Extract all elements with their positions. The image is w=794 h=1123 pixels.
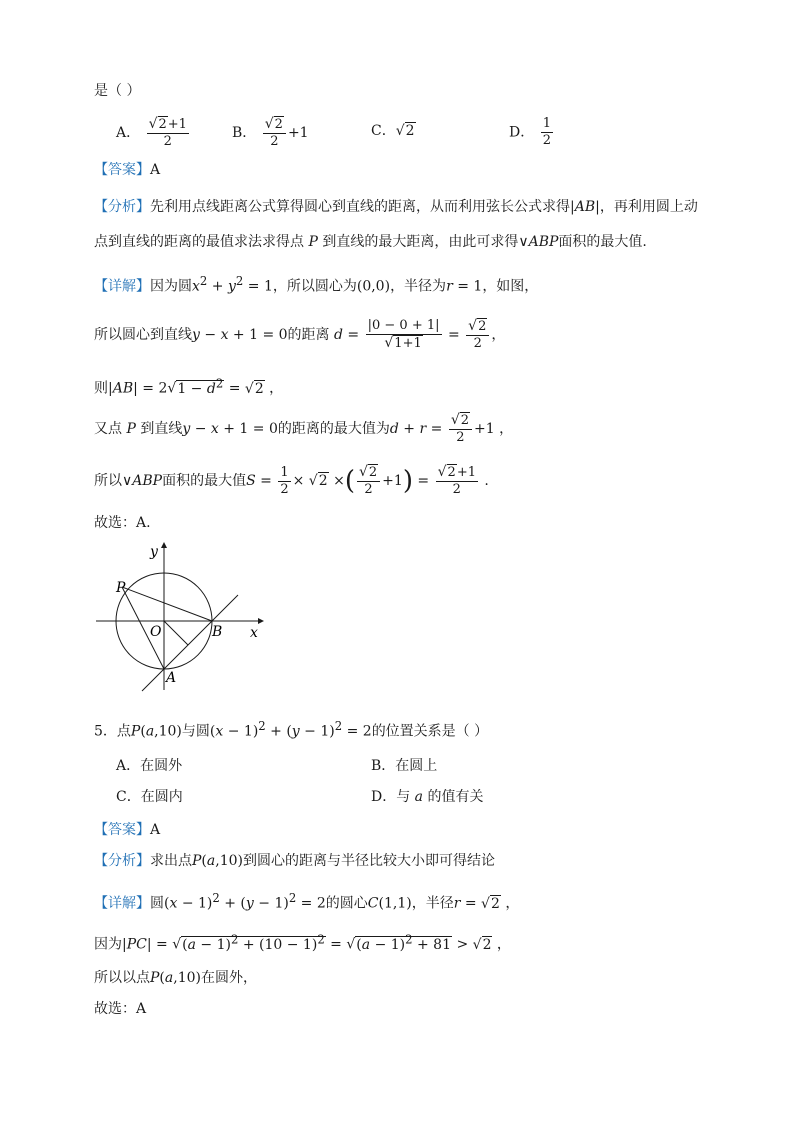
circle-line-figure bbox=[90, 540, 270, 700]
answer-tag: 【答案】 bbox=[94, 822, 150, 838]
q4-analysis-line-2: 点到直线的距离的最值求法求得点 P 到直线的最大距离，由此可求得∨ABP面积的最大值. bbox=[94, 234, 647, 250]
q5-detail-line-1: 【详解】圆$(x - 1)^2 + (y - 1)^2 = 2$的圆心C(1,1)，半径r = √2 ， bbox=[94, 891, 520, 912]
q4-detail-line-1: 【详解】因为圆$x^2 + y^2 = 1$，所以圆心为(0,0)，半径为r = 1，如图， bbox=[94, 274, 539, 295]
q5-detail-line-3: 所以以点P(a,10)在圆外， bbox=[94, 970, 257, 986]
q4-detail-line-4: 又点 P 到直线y − x + 1 = 0的距离的最大值为d + r = $\frac{√2}{2}$ +1 ， bbox=[94, 412, 514, 445]
q5-detail-line-2: 因为$|PC| = √(a - 1)^2 + (10 - 1)^2 = √(a - 1)^2 + 81 > √2$ ， bbox=[94, 932, 511, 953]
detail-tag: 【详解】 bbox=[94, 895, 150, 912]
y-arrow bbox=[161, 542, 167, 548]
q4-option-c: C．√2 bbox=[371, 123, 415, 139]
label-O: O bbox=[150, 624, 162, 640]
analysis-tag: 【分析】 bbox=[94, 199, 150, 215]
q4-detail-line-3: 则$|AB| = 2√1 - d^2 = √2$ ， bbox=[94, 376, 284, 397]
q4-answer: 【答案】A bbox=[94, 162, 161, 178]
q5-stem: 5．点P(a,10)与圆$(x - 1)^2 + (y - 1)^2 = 2$的位置关系是（ ） bbox=[94, 719, 489, 740]
x-arrow bbox=[258, 618, 264, 624]
perpendicular-O-to-AB bbox=[164, 621, 188, 645]
answer-tag: 【答案】 bbox=[94, 162, 150, 178]
analysis-tag: 【分析】 bbox=[94, 853, 150, 869]
label-A: A bbox=[166, 670, 177, 686]
q4-conclusion: 故选：A. bbox=[94, 515, 151, 531]
label-P: P bbox=[116, 580, 126, 596]
q4-detail-line-2: 所以圆心到直线y − x + 1 = 0的距离 d = $\frac{|0 - 0 + 1|}{√1+1}$ = $\frac{√2}{2}$ ， bbox=[94, 318, 506, 351]
label-x: x bbox=[250, 625, 258, 641]
segment-PB bbox=[122, 587, 212, 621]
q4-option-a: A． $\frac{√2+1}{2}$ bbox=[116, 116, 187, 149]
q5-answer: 【答案】A bbox=[94, 822, 161, 838]
q4-detail-line-5: 所以∨ABP面积的最大值S = $\frac{1}{2}$ × √2 ×( $\frac{√2}{2}$ +1) = $\frac{√2+1}{2}$ . bbox=[94, 464, 489, 497]
line-y-minus-x-plus-1 bbox=[142, 595, 238, 691]
label-B: B bbox=[212, 624, 223, 640]
q5-option-a: A．在圆外 bbox=[116, 758, 183, 774]
q4-option-b: B． $\frac{√2}{2}$ +1 bbox=[232, 116, 309, 149]
q4-option-d: D． $\frac{1}{2}$ bbox=[509, 116, 551, 148]
q4-analysis-line-1: 【分析】先利用点线距离公式算得圆心到直线的距离，从而利用弦长公式求得|AB|，再利用圆上动 bbox=[94, 199, 698, 215]
q5-option-b: B．在圆上 bbox=[371, 758, 438, 774]
q5-option-d: D．与 a 的值有关 bbox=[371, 789, 484, 805]
q5-option-c: C．在圆内 bbox=[116, 789, 183, 805]
q5-conclusion: 故选：A bbox=[94, 1001, 147, 1017]
q4-stem-tail: 是（ ） bbox=[94, 83, 141, 99]
label-y: y bbox=[150, 544, 158, 560]
detail-tag: 【详解】 bbox=[94, 278, 150, 295]
q5-analysis: 【分析】求出点P(a,10)到圆心的距离与半径比较大小即可得结论 bbox=[94, 853, 495, 869]
